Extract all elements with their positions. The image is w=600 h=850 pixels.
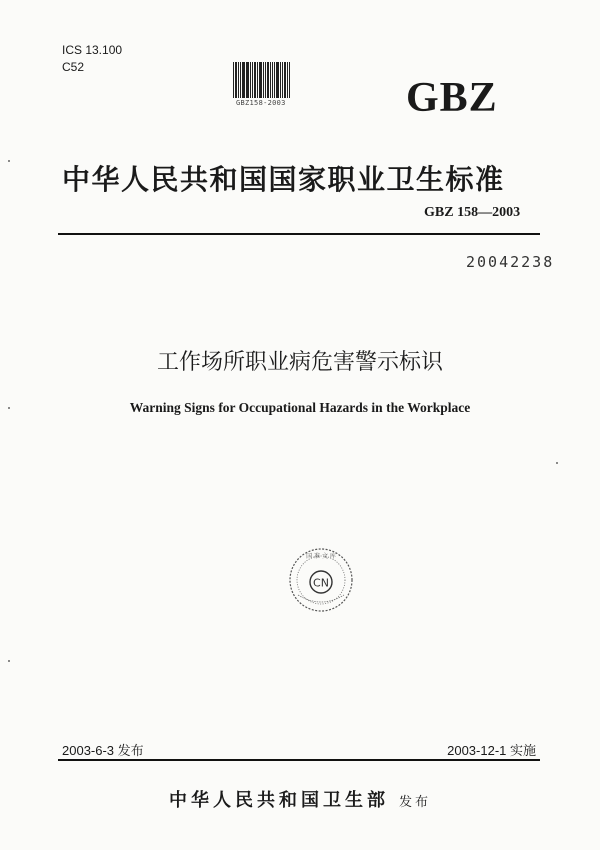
classification-codes (62, 42, 122, 76)
footer-divider (58, 759, 540, 761)
barcode-bar (247, 62, 249, 98)
barcode-bar (276, 62, 279, 98)
barcode-bar (263, 62, 264, 98)
standard-category-title: 中华人民共和国国家职业卫生标准 (62, 163, 505, 196)
barcode-bar (274, 62, 276, 98)
barcode-caption: GBZ158-2003 (236, 99, 286, 107)
barcode-bar (242, 62, 245, 98)
barcode-bar (240, 62, 241, 98)
implementation-date: 2003-12-1 实施 (447, 743, 536, 758)
publisher-organization: 中华人民共和国卫生部 (168, 790, 389, 811)
scan-speck (8, 407, 10, 409)
barcode-bar (257, 62, 258, 98)
barcode-image (233, 62, 291, 98)
issue-date: 2003-6-3 发布 (62, 743, 144, 758)
barcode-bar (280, 62, 281, 98)
barcode-bar (265, 62, 266, 98)
library-seal-icon (286, 545, 356, 615)
publisher-line (0, 786, 600, 812)
barcode-bar (267, 62, 269, 98)
ccs-code: C52 (62, 60, 85, 74)
barcode-bar (289, 62, 290, 98)
archive-stamp-number: 20042238 (466, 253, 555, 271)
barcode-bar (284, 62, 286, 98)
barcode-bar (287, 62, 288, 98)
barcode-bar (254, 62, 256, 98)
seal-ring-text: 国 准 文 库 (306, 553, 336, 560)
barcode-bar (238, 62, 239, 98)
publisher-action: 发布 (398, 795, 431, 810)
barcode-bar (250, 62, 251, 98)
barcode-bar (270, 62, 271, 98)
document-title-chinese: 工作场所职业病危害警示标识 (156, 350, 443, 375)
scan-speck (8, 160, 10, 162)
barcode-bar (252, 62, 253, 98)
barcode-bar (282, 62, 283, 98)
barcode-bar (272, 62, 273, 98)
barcode-bar (259, 62, 262, 98)
scan-speck (8, 660, 10, 662)
seal-center-text: CN (313, 576, 329, 590)
gbz-logo: GBZ (406, 75, 498, 121)
barcode-bar (235, 62, 237, 98)
scan-speck (556, 462, 558, 464)
barcode-bar (246, 62, 247, 98)
standard-number: GBZ 158—2003 (424, 205, 521, 220)
document-title-english: Warning Signs for Occupational Hazards in the Workplace (129, 400, 471, 415)
header-divider (58, 233, 540, 235)
ics-code: ICS 13.100 (62, 43, 123, 57)
barcode-bar (233, 62, 234, 98)
